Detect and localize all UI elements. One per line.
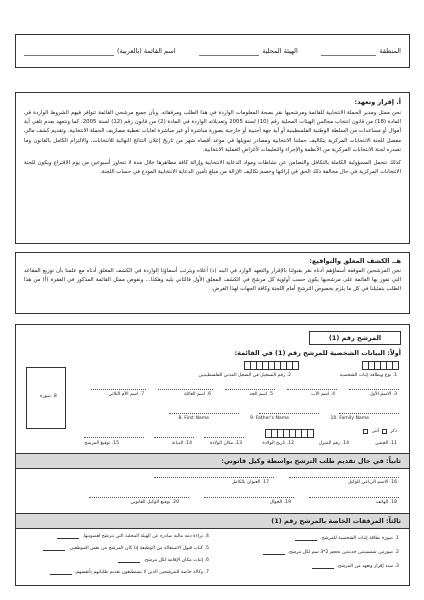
father-name-en-label: 9. Father's Name [250, 416, 289, 421]
declaration-text-2: كذلك نتحمل المسؤولية الكاملة بالتكافل والتضامن عن نشاطات ومواد الدعاية الانتخابية وإزالة كافة مظاهرها خلال مدة لا تتجاوز أسبوعين من يوم الاقتراع ويكون للجنة الانتخابات المركزية في حال مخالفة ذلك الحق في إزالتها وخصم تكاليف الإزالة من مبلغ تأمين الدعاية الانتخابية المودع في حساب اللجنة. [24, 160, 401, 176]
candidate-number-box [309, 331, 401, 345]
attachment-right-3-label: 3. سند إقرار وتعهد من المرشح. [336, 563, 399, 569]
first-name-ar-label: 3. الاسم الأول [369, 392, 397, 397]
attachments-section-header [16, 513, 409, 529]
family-name-ar-input[interactable] [158, 389, 213, 390]
list-name-field[interactable] [24, 47, 176, 56]
family-name-en-label: 10. Family Name [330, 416, 369, 421]
male-checkbox[interactable] [382, 429, 387, 434]
female-checkbox[interactable] [363, 429, 368, 434]
religion-input[interactable] [154, 437, 194, 438]
agent-mobile-input[interactable] [204, 497, 294, 498]
birth-date-label: 12. تاريخ الولادة [262, 441, 294, 446]
attachment-left-3-label: 6. إثبات مكان الإقامة لكل مرشح. [143, 557, 209, 563]
region-label: المنطقة [379, 47, 401, 55]
birth-date-boxes[interactable] [266, 429, 314, 438]
attachment-left-2-label: 5. كتاب قبول الاستقالة من الوظيفة إذا كان المرشح من بعض الموظفين. [68, 545, 209, 551]
candidate-block [15, 324, 410, 586]
closed-list-text: نحن المرشحين الموقعة أسماؤهم أدناه نقر بقبولنا بالإقرار والتعهد الوارد في البند (د) أعلاه ويترتب أسماؤنا الواردة في الكشف المغلق أدناه مع علمنا بأن توزيع المقاعد التي تفوز بها القائمة على مرشحيها يكون حسب أولوية كل مرشح في الكشف المغلق الأول فالثاني يليه وهكذا... ونفوض ممثل القائمة المذكور في الفقرة (أ) من هذا الطلب بتمثيلنا في كل ما يلزم بخصوص الترشح أمام اللجنة وكافة الجهات لهذا الغرض. [24, 268, 401, 292]
agent-address-label: 17. العنوان بالكامل [231, 480, 269, 485]
candidate-title: المرشح رقم (1) [328, 334, 382, 342]
region-field[interactable] [321, 47, 401, 56]
attachment-right-3-check[interactable] [312, 563, 334, 569]
attachment-right-1-label: 1. صورة بطاقة إثبات الشخصية للمرشح. [320, 535, 399, 541]
local-council-field[interactable] [199, 47, 298, 56]
agent-address-input[interactable] [154, 477, 274, 478]
female-label: أنثى [371, 429, 380, 434]
form-header [15, 34, 410, 68]
attachment-right-2-check[interactable] [263, 549, 285, 555]
attachments-title: ثالثاً: المرفقات الخاصة بالمرشح رقم (1) [271, 517, 401, 525]
attachment-left-3-check[interactable] [118, 557, 140, 563]
first-name-en-label: 8. First Name [178, 416, 209, 421]
attachment-left-3[interactable] [118, 557, 209, 563]
birth-place-label: 13. مكان الولادة [209, 441, 242, 446]
local-council-input[interactable] [199, 47, 259, 56]
father-name-ar-input[interactable] [287, 389, 337, 390]
id-type-boxes[interactable] [363, 361, 399, 370]
closed-list-section [15, 252, 410, 314]
id-number-boxes[interactable] [245, 361, 299, 370]
attachment-left-4[interactable] [50, 569, 209, 575]
house-no-label: 14. رقم المنزل [318, 441, 349, 446]
closed-list-title: هـ. الكشف المغلق والتواقيع: [309, 257, 401, 265]
local-council-label: الهيئة المحلية [262, 47, 298, 55]
attachment-left-2-check[interactable] [43, 545, 65, 551]
id-number-label: 2. رقم التسجيل في السجل المدني للفلسطينيين [198, 373, 291, 378]
attachment-right-2[interactable] [263, 549, 399, 555]
list-name-input[interactable] [24, 47, 114, 56]
photo-box[interactable] [26, 367, 66, 429]
father-name-en-input[interactable] [259, 413, 319, 414]
first-name-en-input[interactable] [169, 413, 239, 414]
agent-signature-label: 20. توقيع الوكيل القانوني [130, 500, 179, 505]
agent-signature-input[interactable] [89, 497, 189, 498]
declaration-title: أ. إقرار وتعهد: [354, 98, 401, 106]
photo-label: 8. صورة [40, 394, 57, 399]
agent-section-header [16, 453, 409, 469]
agent-name-input[interactable] [289, 477, 399, 478]
family-name-ar-label: 6. اسم العائلة [183, 392, 211, 397]
attachment-left-1-check[interactable] [57, 533, 79, 539]
list-name-label: اسم القائمة (بالعربية) [117, 47, 176, 55]
grandfather-name-ar-input[interactable] [225, 389, 275, 390]
attachment-right-3[interactable] [312, 563, 399, 569]
attachment-left-1[interactable] [57, 533, 209, 539]
signature-input[interactable] [84, 437, 144, 438]
declaration-text: نحن ممثل ومدير الحملة الانتخابية للقائمة ومرشحيها نقر بصحة المعلومات الواردة في هذا الطلب ومرفقاته. وبأن جميع مرشحي القائمة تتوافر فيهم الشروط الواردة في المادة (18) من قانون انتخاب مجالس الهيئات المحلية رقم (10) لسنة 2005 وتعديلاته الواردة في المادة (2) من قانون رقم (12) لسنة 2005. كما ونتعهد بعدم تلقي أية أموال أو مساعدات من السلطة الوطنية الفلسطينية أو أية جهة أجنبية أو خارجية بصورة مباشرة أو غير مباشرة لغايات تغطية مصاريف الحملة الانتخابية. وتقديم كشف مالي مفصل للجنة الانتخابات المركزية يتكاليف حملتنا الانتخابية ومصادر تمويلها في موعد أقصاه شهر من تاريخ إعلان النتائج النهائية للانتخابات، والالتزام الكامل بالقانون وما تصدره لجنة الانتخابات المركزية من الأنظمة والإجراء والتعليمات لأغراض العملية الانتخابية. [24, 110, 401, 153]
gender-label: 11. الجنس [375, 441, 397, 446]
birth-place-input[interactable] [204, 437, 244, 438]
father-name-ar-label: 4. اسم الأب [311, 392, 335, 397]
attachment-right-2-label: 2. صورتين شمسيتين حديثتين بحجم 2*3 سم لكل مرشح. [287, 549, 399, 555]
personal-data-title: أولاً: البيانات الشخصية للمرشح رقم (1) في القائمة: [234, 349, 401, 357]
gender-options[interactable] [363, 429, 397, 434]
attachment-left-2[interactable] [43, 545, 209, 551]
agent-mobile-label: 19. الجوال [269, 500, 291, 505]
religion-label: 14. الديانة [171, 441, 192, 446]
mother-name-label: 7. اسم الأم الثلاثي [108, 392, 144, 397]
agent-name-label: 16. الاسم الرباعي للوكيل [347, 480, 397, 485]
male-label: ذكر [390, 429, 397, 434]
attachment-left-1-label: 4. براءة ذمة مالية صادرة عن الهيئة المحلية التي يترشح لعضويتها. [82, 533, 209, 539]
signature-label: 15. توقيع المرشح [84, 441, 119, 446]
declaration-section [15, 92, 410, 244]
grandfather-name-ar-label: 5. اسم الجد [249, 392, 273, 397]
first-name-ar-input[interactable] [349, 389, 399, 390]
attachment-left-4-check[interactable] [50, 569, 72, 575]
mother-name-input[interactable] [91, 389, 146, 390]
agent-phone-label: 18. الهاتف [375, 500, 397, 505]
attachment-right-1-check[interactable] [295, 535, 317, 541]
attachment-left-4-label: 7. وكالة خاصة للمرشحين الذين لا يستطيعون تقديم طلباتهم بأنفسهم. [74, 569, 209, 575]
family-name-en-input[interactable] [339, 413, 399, 414]
id-type-label: 1. نوع وبطاقة إثبات الشخصية [339, 373, 397, 378]
attachment-right-1[interactable] [295, 535, 399, 541]
region-input[interactable] [321, 47, 376, 56]
agent-phone-input[interactable] [309, 497, 399, 498]
agent-title: ثانياً: في حال تقديم طلب الترشح بواسطة وكيل قانوني: [221, 457, 401, 465]
